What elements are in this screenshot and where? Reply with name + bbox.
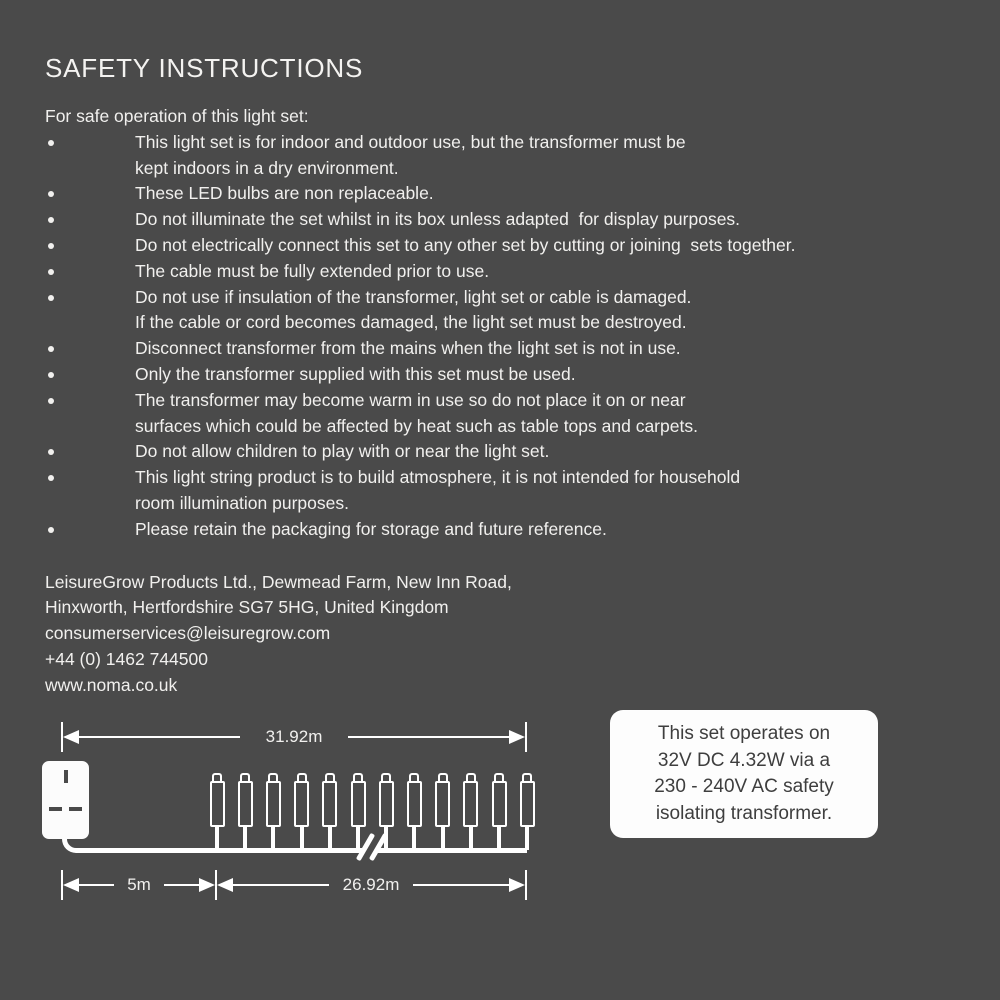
bullet-item xyxy=(45,207,975,233)
bulb-icon xyxy=(259,773,287,850)
dimension-line xyxy=(413,884,509,887)
bullet-icon xyxy=(48,449,54,455)
bullet-text: This light string product is to build atmosphere, it is not intended for household xyxy=(135,467,741,488)
bullet-item xyxy=(45,233,975,259)
bullet-item xyxy=(45,259,975,285)
bullet-item xyxy=(45,130,975,182)
bulb-icon xyxy=(400,773,428,850)
bullet-text: surfaces which could be affected by heat such as table tops and carpets. xyxy=(135,415,698,436)
bullet-icon xyxy=(48,243,54,249)
bullet-item xyxy=(45,517,975,543)
bullet-icon xyxy=(48,269,54,275)
bullet-text: Please retain the packaging for storage and future reference. xyxy=(135,518,607,539)
arrow-right-icon xyxy=(509,730,525,744)
bullet-text: Do not electrically connect this set to any other set by cutting or joining sets together. xyxy=(135,234,796,255)
bullet-text: These LED bulbs are non replaceable. xyxy=(135,183,434,204)
dimension-tick xyxy=(525,870,527,900)
socket-neutral-slot xyxy=(69,807,82,811)
lit-length-label: 26.92m xyxy=(342,875,400,894)
power-info-line: 230 - 240V AC safety xyxy=(654,776,834,797)
bulb-icon xyxy=(288,773,316,850)
arrow-right-icon xyxy=(509,878,525,892)
dimension-tick xyxy=(525,722,527,752)
arrow-left-icon xyxy=(63,730,79,744)
intro-line: For safe operation of this light set: xyxy=(45,106,309,126)
arrow-left-icon xyxy=(63,878,79,892)
bullet-item xyxy=(45,181,975,207)
bullet-icon xyxy=(48,346,54,352)
power-info-box xyxy=(610,710,878,838)
power-info-line: 32V DC 4.32W via a xyxy=(657,749,831,771)
dimension-line xyxy=(164,884,199,887)
total-length-label: 31.92m xyxy=(265,727,323,746)
contact-website: www.noma.co.uk xyxy=(45,674,178,695)
lead-length-label: 5m xyxy=(127,875,151,894)
lead-length-dimension xyxy=(61,870,217,900)
bullet-text: The transformer may become warm in use so do not place it on or near xyxy=(135,389,686,410)
bullet-icon xyxy=(48,217,54,223)
bullet-icon xyxy=(48,372,54,378)
bullet-icon xyxy=(48,475,54,481)
bullet-item xyxy=(45,388,975,440)
bullet-item xyxy=(45,439,975,465)
power-info-line: This set operates on xyxy=(657,723,831,744)
bullet-icon xyxy=(48,527,54,533)
bullet-text: If the cable or cord becomes damaged, the light set must be destroyed. xyxy=(135,312,687,333)
bulb-icon xyxy=(429,773,457,850)
bullet-text: The cable must be fully extended prior to use. xyxy=(135,260,490,281)
dimension-line xyxy=(348,736,509,739)
bullet-text: Do not use if insulation of the transformer, light set or cable is damaged. xyxy=(135,286,692,307)
bullet-text: This light set is for indoor and outdoor use, but the transformer must be xyxy=(135,131,686,152)
cable-break-icon xyxy=(356,832,390,862)
arrow-right-icon xyxy=(199,878,215,892)
bullet-text: Do not illuminate the set whilst in its box unless adapted for display purposes. xyxy=(135,209,741,230)
contact-email: consumerservices@leisuregrow.com xyxy=(45,623,331,644)
bulb-icon xyxy=(513,773,541,850)
bullet-item xyxy=(45,362,975,388)
socket-earth-slot xyxy=(64,770,68,783)
dimension-line xyxy=(79,736,240,739)
contact-phone: +44 (0) 1462 744500 xyxy=(45,648,208,669)
instructions-body xyxy=(45,104,975,543)
bullet-text: Disconnect transformer from the mains when the light set is not in use. xyxy=(135,338,681,359)
plug-socket-icon xyxy=(42,761,89,839)
bulb-icon xyxy=(457,773,485,850)
bullet-icon xyxy=(48,398,54,404)
bullet-text: Do not allow children to play with or near the light set. xyxy=(135,441,550,462)
contact-block xyxy=(45,570,975,699)
page-title: SAFETY INSTRUCTIONS xyxy=(45,53,364,83)
bullet-icon xyxy=(48,295,54,301)
socket-live-slot xyxy=(49,807,62,811)
dimension-line xyxy=(79,884,114,887)
bulb-icon xyxy=(203,773,231,850)
bulb-icon xyxy=(231,773,259,850)
power-info-line: isolating transformer. xyxy=(655,802,833,824)
arrow-left-icon xyxy=(217,878,233,892)
bullet-item xyxy=(45,465,975,517)
bullet-item xyxy=(45,336,975,362)
bullet-text: Only the transformer supplied with this set must be used. xyxy=(135,363,576,384)
dimension-line xyxy=(233,884,329,887)
instructions-section xyxy=(45,53,975,699)
bullet-text: kept indoors in a dry environment. xyxy=(135,157,399,178)
total-length-dimension xyxy=(61,722,527,752)
bulb-icon xyxy=(316,773,344,850)
bullet-icon xyxy=(48,140,54,146)
lit-length-dimension xyxy=(217,870,527,900)
bulb-icon xyxy=(485,773,513,850)
bullet-item xyxy=(45,285,975,337)
contact-address-line: LeisureGrow Products Ltd., Dewmead Farm, New Inn Road, xyxy=(45,571,512,592)
bullet-text: room illumination purposes. xyxy=(135,492,349,513)
bullet-icon xyxy=(48,191,54,197)
contact-address-line: Hinxworth, Hertfordshire SG7 5HG, United Kingdom xyxy=(45,597,449,618)
